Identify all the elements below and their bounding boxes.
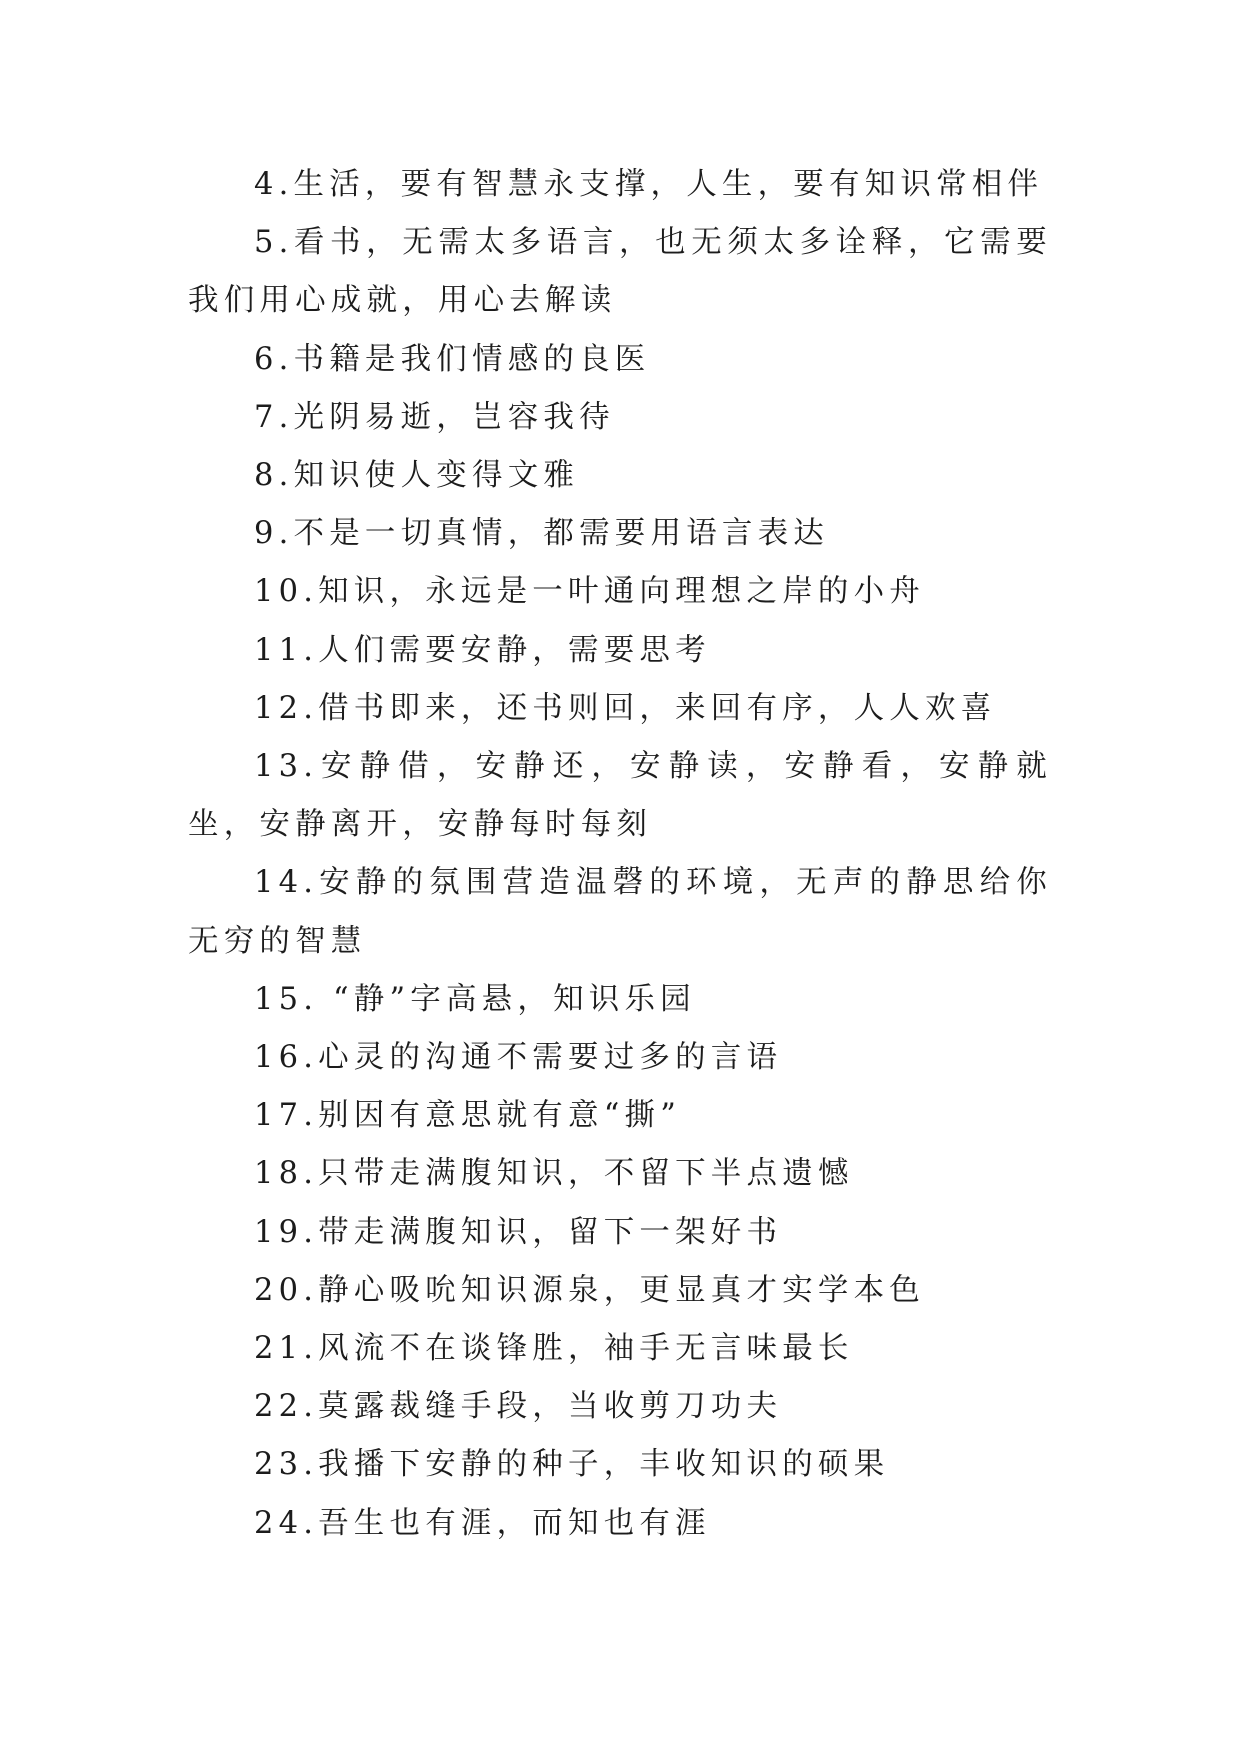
paragraph-item-24: 24.吾生也有涯，而知也有涯	[254, 1505, 711, 1541]
paragraph-item-4: 4.生活，要有智慧永支撑，人生，要有知识常相伴	[254, 167, 1044, 202]
paragraph-item-23: 23.我播下安静的种子，丰收知识的硕果	[254, 1447, 890, 1483]
paragraph-item-7: 7.光阴易逝，岂容我待	[254, 399, 615, 435]
paragraph-item-5: 5.看书，无需太多语言，也无须太多诠释，它需要我们用心成就，用心去解读	[188, 225, 1052, 319]
paragraph-item-11: 11.人们需要安静，需要思考	[254, 632, 711, 668]
paragraph-item-18: 18.只带走满腹知识，不留下半点遗憾	[254, 1156, 854, 1192]
paragraph-item-21: 21.风流不在谈锋胜，袖手无言味最长	[254, 1331, 854, 1367]
paragraph-item-13: 13.安静借，安静还，安静读，安静看，安静就坐，安静离开，安静每时每刻	[188, 749, 1052, 843]
paragraph-item-20: 20.静心吸吮知识源泉，更显真才实学本色	[254, 1272, 926, 1308]
paragraph-item-16: 16.心灵的沟通不需要过多的言语	[254, 1040, 783, 1076]
paragraph-item-6: 6.书籍是我们情感的良医	[254, 341, 651, 377]
paragraph-item-9: 9.不是一切真情，都需要用语言表达	[254, 516, 829, 552]
paragraph-item-12: 12.借书即来，还书则回，来回有序，人人欢喜	[254, 690, 997, 726]
paragraph-item-19: 19.带走满腹知识，留下一架好书	[254, 1214, 783, 1250]
paragraph-item-17: 17.别因有意思就有意“撕”	[254, 1098, 681, 1134]
paragraph-item-22: 22.莫露裁缝手段，当收剪刀功夫	[254, 1389, 783, 1425]
document-body	[188, 156, 1052, 1553]
paragraph-item-15: 15. “静”字高悬，知识乐园	[254, 981, 696, 1017]
paragraph-item-10: 10.知识，永远是一叶通向理想之岸的小舟	[254, 574, 926, 610]
paragraph-item-14: 14.安静的氛围营造温磬的环境，无声的静思给你无穷的智慧	[188, 865, 1052, 959]
paragraph-item-8: 8.知识使人变得文雅	[254, 458, 580, 494]
